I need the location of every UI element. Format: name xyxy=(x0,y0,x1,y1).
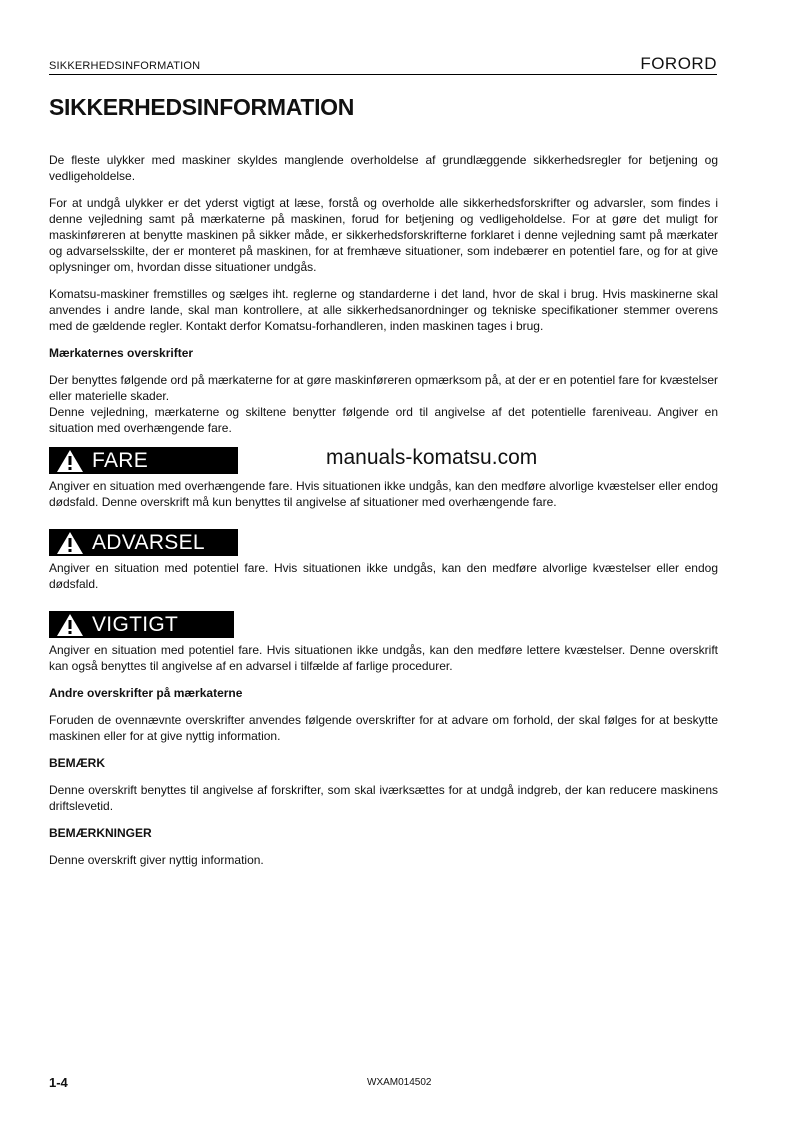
fare-text: Angiver en situation med overhængende fare. Hvis situationen ikke undgås, kan den medføre alvorlige kvæstelser eller endog dødsfald. Denne overskrift må kun benyttes til angivelse af situationer med overhængende fare. xyxy=(49,479,718,509)
vigtigt-text: Angiver en situation med potentiel fare. Hvis situationen ikke undgås, kan den medføre lettere kvæstelser. Denne overskrift kan også benyttes til angivelse af en advarsel i tilfælde af farlige procedurer. xyxy=(49,643,718,673)
other-heading: Andre overskrifter på mærkaterne xyxy=(49,686,243,700)
watermark: manuals-komatsu.com xyxy=(326,446,538,469)
warning-triangle-icon xyxy=(56,613,84,637)
warning-row-fare xyxy=(49,447,718,475)
other-text: Foruden de ovennævnte overskrifter anvendes følgende overskrifter for at advare om forhold, der skal følges for at beskytte maskinen eller for at give nyttig information. xyxy=(49,713,718,743)
advarsel-text: Angiver en situation med potentiel fare. Hvis situationen ikke undgås, kan den medføre alvorlige kvæstelser eller endog dødsfald. xyxy=(49,561,718,591)
fare-badge xyxy=(49,447,238,474)
intro-paragraph: For at undgå ulykker er det yderst vigtigt at læse, forstå og overholde alle sikkerhedsforskrifter og advarsler, som findes i denne vejledning samt på mærkaterne på maskinen, forud for betjening og vedligeholdelse. For at gøre det muligt for maskinføreren at benytte maskinen på sikker måde, er sikkerhedsforskrifterne forklaret i denne vejledning samt på mærkater og advarselsskilte, der er monteret på maskinen, for at fremhæve situationer, som indebærer en potentiel fare, og for at give oplysninger om, hvordan disse situationer undgås. xyxy=(49,196,718,274)
note-heading: BEMÆRKNINGER xyxy=(49,826,152,840)
header-rule xyxy=(49,74,717,75)
note-text: Denne overskrift benyttes til angivelse af forskrifter, som skal iværksættes for at undgå indgreb, der kan reducere maskinens driftslevetid. xyxy=(49,783,718,813)
header-section-label: SIKKERHEDSINFORMATION xyxy=(49,60,201,72)
page-number: 1-4 xyxy=(49,1075,68,1090)
document-code: WXAM014502 xyxy=(367,1077,432,1088)
warning-row-advarsel xyxy=(49,529,718,557)
warning-triangle-icon xyxy=(56,531,84,555)
note-heading: BEMÆRK xyxy=(49,756,105,770)
fare-label: FARE xyxy=(92,448,149,472)
advarsel-label: ADVARSEL xyxy=(92,530,205,554)
labels-paragraph: Der benyttes følgende ord på mærkaterne for at gøre maskinføreren opmærksom på, at der er en potentiel fare for kvæstelser eller materielle skader. xyxy=(49,373,718,403)
header-chapter-label: FORORD xyxy=(640,54,717,73)
intro-paragraph: De fleste ulykker med maskiner skyldes manglende overholdelse af grundlæggende sikkerhedsregler for betjening og vedligeholdelse. xyxy=(49,153,718,183)
warning-triangle-icon xyxy=(56,449,84,473)
vigtigt-badge xyxy=(49,611,234,638)
labels-heading: Mærkaternes overskrifter xyxy=(49,346,194,360)
intro-paragraph: Komatsu-maskiner fremstilles og sælges iht. reglerne og standarderne i det land, hvor de skal i brug. Hvis maskinerne skal anvendes i andre lande, skal man kontrollere, at alle sikkerhedsanordninger og tekniske specifikationer stemmer overens med de gældende regler. Kontakt derfor Komatsu-forhandleren, inden maskinen tages i brug. xyxy=(49,287,718,333)
vigtigt-label: VIGTIGT xyxy=(92,612,179,636)
note-text: Denne overskrift giver nyttig information. xyxy=(49,853,264,867)
labels-paragraph: Denne vejledning, mærkaterne og skiltene benytter følgende ord til angivelse af det potentielle fareniveau. Angiver en situation med overhængende fare. xyxy=(49,405,718,435)
advarsel-badge xyxy=(49,529,238,556)
document-body xyxy=(49,152,718,879)
warning-row-vigtigt xyxy=(49,611,718,639)
page-title: SIKKERHEDSINFORMATION xyxy=(49,94,355,120)
